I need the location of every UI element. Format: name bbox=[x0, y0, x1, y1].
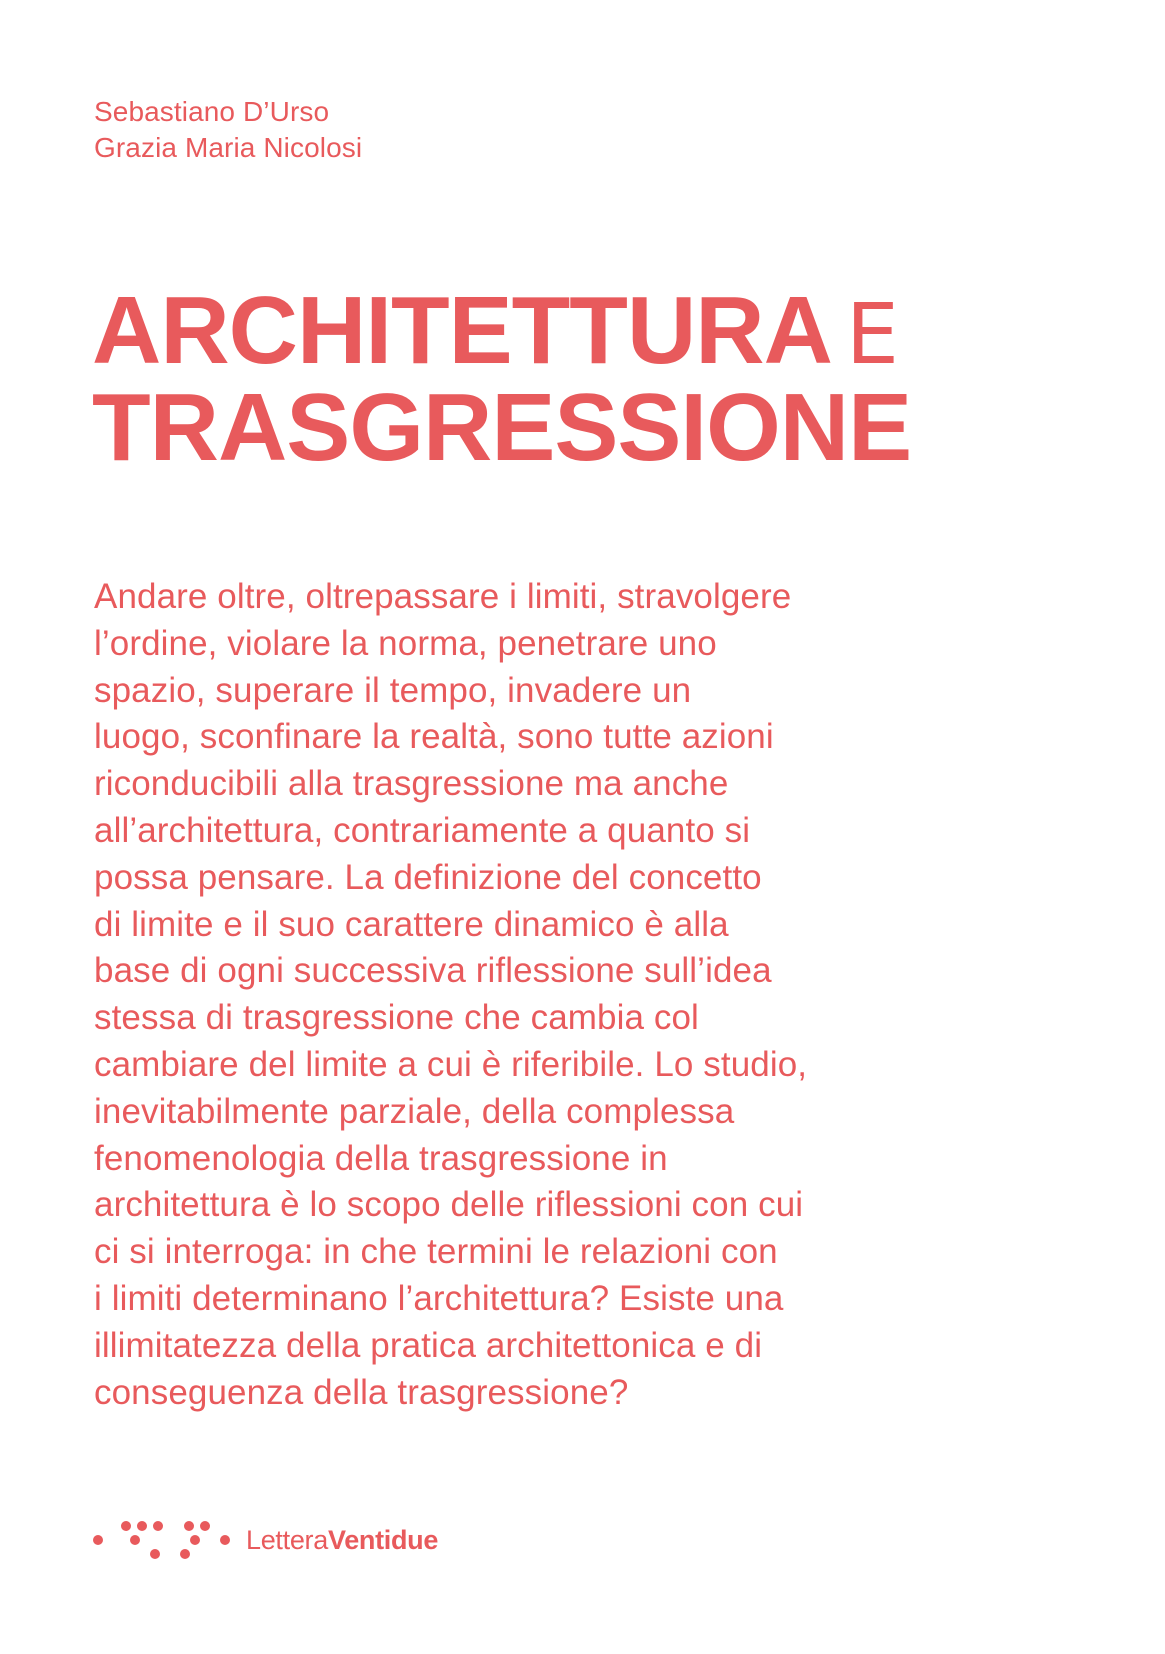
blurb-line: architettura è lo scopo delle riflessioni con cui bbox=[94, 1185, 804, 1225]
publisher-name-light: Lettera bbox=[246, 1524, 328, 1555]
blurb-line: riconducibili alla trasgressione ma anche bbox=[94, 764, 729, 804]
title-main-word: ARCHITETTURA bbox=[92, 277, 832, 384]
publisher-name bbox=[246, 1525, 438, 1556]
blurb-line: luogo, sconfinare la realtà, sono tutte azioni bbox=[94, 717, 774, 757]
blurb-line: cambiare del limite a cui è riferibile. Lo studio, bbox=[94, 1044, 808, 1084]
blurb-line: conseguenza della trasgressione? bbox=[94, 1372, 629, 1412]
dots-logo-icon bbox=[90, 1515, 232, 1565]
blurb-line: possa pensare. La definizione del concetto bbox=[94, 857, 762, 897]
blurb-line: inevitabilmente parziale, della complessa bbox=[94, 1091, 735, 1131]
blurb-line: Andare oltre, oltrepassare i limiti, stravolgere bbox=[94, 577, 792, 616]
author-name: Grazia Maria Nicolosi bbox=[94, 132, 363, 163]
blurb-line: stessa di trasgressione che cambia col bbox=[94, 998, 699, 1038]
blurb-text bbox=[94, 574, 954, 1416]
title-line-1 bbox=[92, 277, 911, 384]
blurb-line: i limiti determinano l’architettura? Esiste una bbox=[94, 1278, 784, 1318]
author-name: Sebastiano D’Urso bbox=[94, 96, 330, 127]
blurb-line: l’ordine, violare la norma, penetrare uno bbox=[94, 623, 717, 663]
authors bbox=[94, 94, 362, 166]
title-conjunction: E bbox=[845, 285, 899, 383]
publisher-name-bold: Ventidue bbox=[327, 1524, 439, 1555]
blurb-line: base di ogni successiva riflessione sull’idea bbox=[94, 951, 772, 991]
publisher-logo bbox=[90, 1515, 438, 1565]
blurb-line: fenomenologia della trasgressione in bbox=[94, 1138, 668, 1178]
blurb-line: ci si interroga: in che termini le relazioni con bbox=[94, 1232, 778, 1272]
blurb-line: di limite e il suo carattere dinamico è alla bbox=[94, 904, 729, 944]
blurb-line: all’architettura, contrariamente a quanto si bbox=[94, 810, 751, 850]
book-title bbox=[92, 277, 912, 481]
blurb-line: spazio, superare il tempo, invadere un bbox=[94, 670, 692, 710]
blurb-line: illimitatezza della pratica architettonica e di bbox=[94, 1325, 763, 1365]
title-line-2: TRASGRESSIONE bbox=[92, 374, 912, 481]
